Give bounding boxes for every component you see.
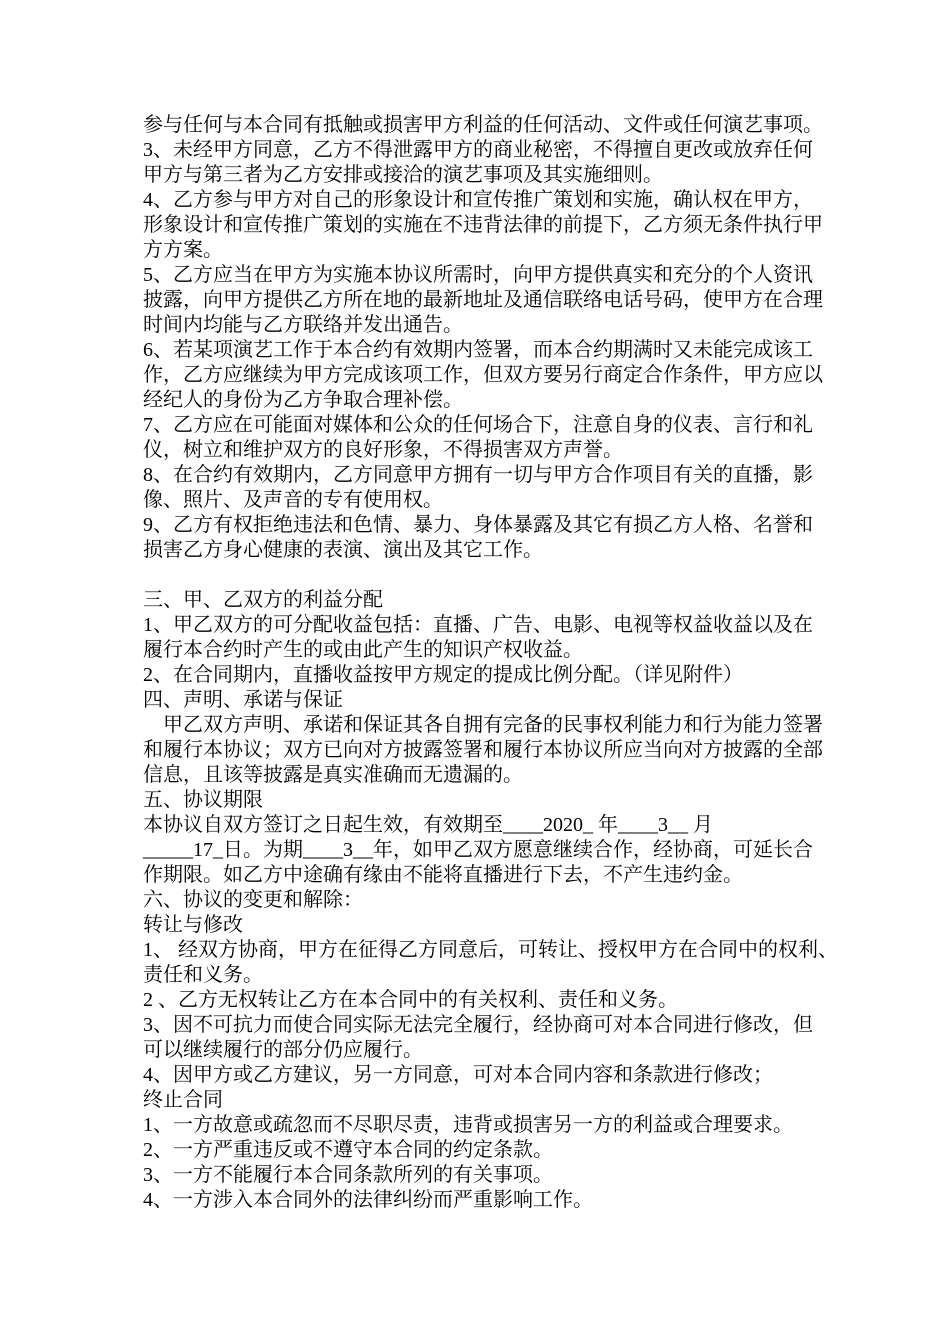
contract-line: 参与任何与本合同有抵触或损害甲方利益的任何活动、文件或任何演艺事项。 [143,114,823,136]
contract-line: 履行本合约时产生的或由此产生的知识产权收益。 [143,639,583,661]
contract-line: 8、在合约有效期内，乙方同意甲方拥有一切与甲方合作项目有关的直播，影 [143,464,813,486]
contract-line: 甲乙双方声明、承诺和保证其各自拥有完备的民事权利能力和行为能力签署 [143,714,823,736]
contract-line: 责任和义务。 [143,964,263,986]
contract-line: 3、因不可抗力而使合同实际无法完全履行，经协商可对本合同进行修改，但 [143,1014,813,1036]
contract-line: 时间内均能与乙方联络并发出通告。 [143,314,463,336]
contract-line: 形象设计和宣传推广策划的实施在不违背法律的前提下，乙方须无条件执行甲 [143,214,823,236]
contract-line: 转让与修改 [143,914,243,936]
contract-line: 9、乙方有权拒绝违法和色情、暴力、身体暴露及其它有损乙方人格、名誉和 [143,514,813,536]
contract-line: 4、因甲方或乙方建议，另一方同意，可对本合同内容和条款进行修改； [143,1064,773,1086]
contract-line: 5、乙方应当在甲方为实施本协议所需时，向甲方提供真实和充分的个人资讯 [143,264,813,286]
contract-line [143,563,833,588]
contract-line: 3、一方不能履行本合同条款所列的有关事项。 [143,1164,553,1186]
contract-line: 和履行本协议；双方已向对方披露签署和履行本协议所应当向对方披露的全部 [143,739,823,761]
contract-line: 披露，向甲方提供乙方所在地的最新地址及通信联络电话号码，使甲方在合理 [143,289,823,311]
contract-line: 四、声明、承诺与保证 [143,689,343,711]
contract-line: 1、一方故意或疏忽而不尽职尽责，违背或损害另一方的利益或合理要求。 [143,1114,793,1136]
contract-line: 方方案。 [143,239,223,261]
contract-line: 4、一方涉入本合同外的法律纠纷而严重影响工作。 [143,1189,593,1211]
contract-line: 本协议自双方签订之日起生效，有效期至____2020_ 年____3__ 月 [143,814,713,836]
contract-line: 五、协议期限 [143,789,263,811]
contract-line: 三、甲、乙双方的利益分配 [143,589,383,611]
contract-body [143,113,838,1213]
contract-line: 2、一方严重违反或不遵守本合同的约定条款。 [143,1139,553,1161]
contract-line: 终止合同 [143,1089,223,1111]
contract-line: 可以继续履行的部分仍应履行。 [143,1039,423,1061]
contract-line: 像、照片、及声音的专有使用权。 [143,489,443,511]
contract-line: 信息，且该等披露是真实准确而无遗漏的。 [143,764,523,786]
contract-line: 1、甲乙双方的可分配收益包括：直播、广告、电影、电视等权益收益以及在 [143,614,813,636]
contract-line: 2、在合同期内，直播收益按甲方规定的提成比例分配。（详见附件） [143,664,743,686]
contract-line: 仪，树立和维护双方的良好形象，不得损害双方声誉。 [143,439,623,461]
contract-line: 损害乙方身心健康的表演、演出及其它工作。 [143,539,543,561]
contract-line: 作期限。如乙方中途确有缘由不能将直播进行下去，不产生违约金。 [143,864,743,886]
contract-line: 经纪人的身份为乙方争取合理补偿。 [143,389,463,411]
contract-line: 作，乙方应继续为甲方完成该项工作，但双方要另行商定合作条件，甲方应以 [143,364,823,386]
contract-line: 2 、乙方无权转让乙方在本合同中的有关权利、责任和义务。 [143,989,678,1011]
contract-line: 4、乙方参与甲方对自己的形象设计和宣传推广策划和实施，确认权在甲方， [143,189,813,211]
contract-line: _____17_日。为期____3__年，如甲乙双方愿意继续合作，经协商，可延长合 [143,839,813,861]
contract-line: 6、若某项演艺工作于本合约有效期内签署，而本合约期满时又未能完成该工 [143,339,813,361]
contract-line: 六、协议的变更和解除： [143,889,363,911]
contract-line: 1、 经双方协商，甲方在征得乙方同意后，可转让、授权甲方在合同中的权利、 [143,939,838,961]
contract-line: 甲方与第三者为乙方安排或接洽的演艺事项及其实施细则。 [143,164,663,186]
contract-line: 3、未经甲方同意，乙方不得泄露甲方的商业秘密，不得擅自更改或放弃任何 [143,139,813,161]
contract-line: 7、乙方应在可能面对媒体和公众的任何场合下，注意自身的仪表、言行和礼 [143,414,813,436]
